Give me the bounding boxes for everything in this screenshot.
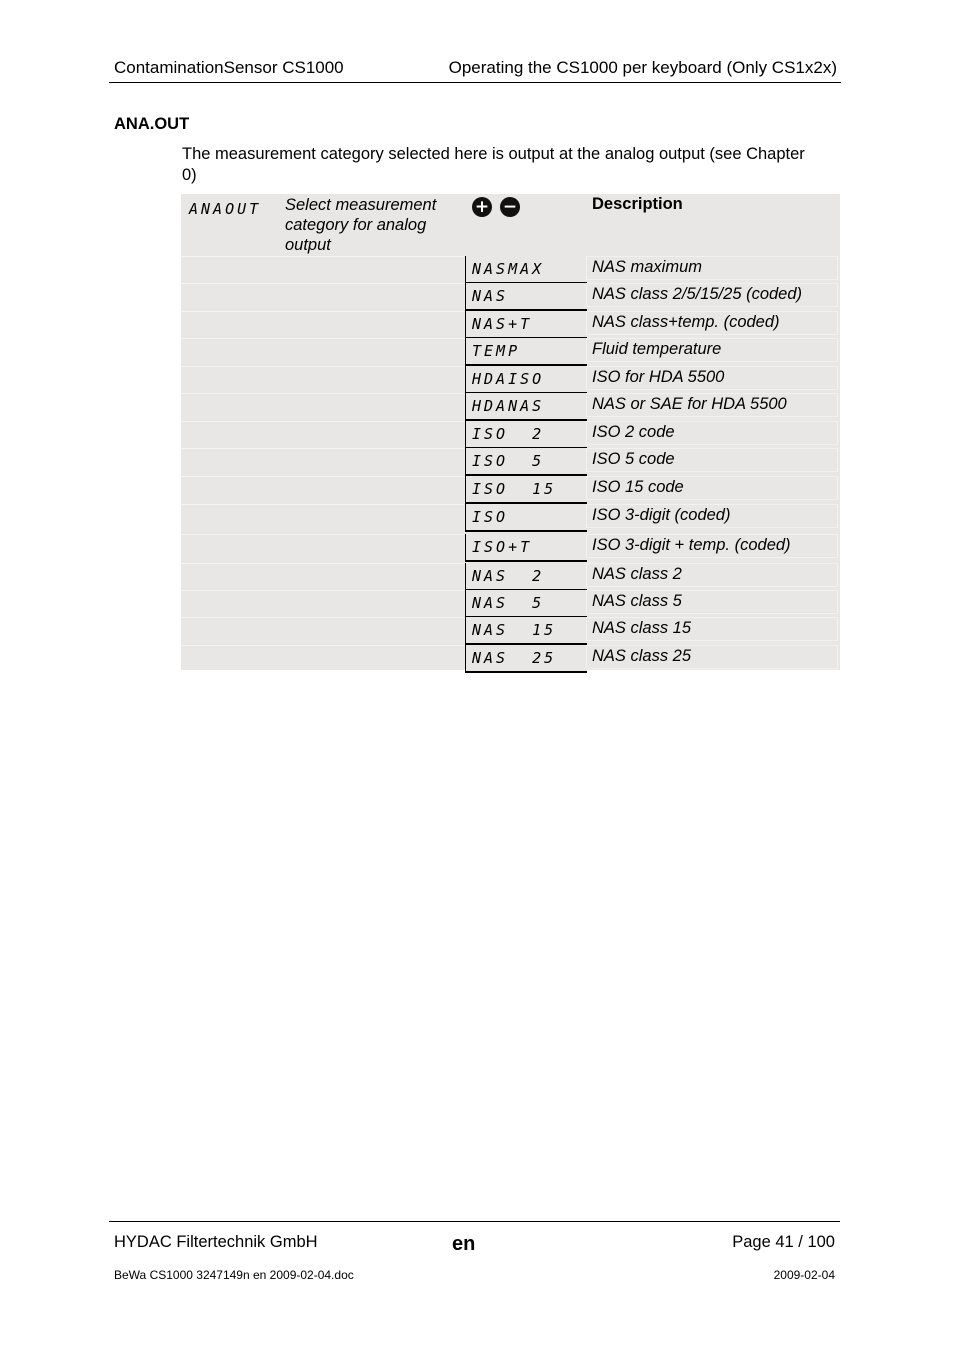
footer-page: Page 41 / 100 [732, 1233, 835, 1251]
row-separator [181, 283, 464, 284]
row-code-cell [465, 476, 587, 504]
row-separator [181, 448, 464, 449]
row-description: ISO for HDA 5500 [592, 368, 725, 386]
row-code: ISO 2 [472, 425, 545, 443]
row-description: Fluid temperature [592, 340, 722, 358]
row-description: ISO 15 code [592, 478, 684, 496]
footer-lang: en [452, 1233, 476, 1255]
row-code-cell [465, 393, 587, 421]
row-description: ISO 5 code [592, 450, 675, 468]
row-code-cell [465, 338, 587, 366]
row-description: NAS or SAE for HDA 5500 [592, 395, 787, 413]
row-separator [181, 504, 464, 505]
row-separator [181, 563, 464, 564]
row-code: NAS 15 [472, 621, 557, 639]
row-code: ISO [472, 508, 509, 526]
row-separator [181, 256, 464, 257]
row-code: HDANAS [472, 397, 545, 415]
footer-rule [109, 1221, 840, 1222]
row-separator [181, 534, 464, 535]
row-separator [181, 645, 464, 646]
row-description: ISO 3-digit (coded) [592, 506, 731, 524]
row-code: ISO 15 [472, 480, 557, 498]
row-description: NAS class 5 [592, 592, 682, 610]
row-code-cell [465, 617, 587, 645]
row-description: NAS class 25 [592, 647, 692, 665]
row-separator [181, 338, 464, 339]
row-separator [181, 590, 464, 591]
row-description: NAS class 15 [592, 619, 692, 637]
intro-text: The measurement category selected here is output at the analog output (see Chapter 0) [182, 145, 805, 184]
row-separator [181, 476, 464, 477]
row-description: NAS maximum [592, 258, 703, 276]
row-code-cell [465, 534, 587, 562]
row-code: ISO 5 [472, 452, 545, 470]
row-code: HDAISO [472, 370, 545, 388]
row-code-cell [465, 504, 587, 532]
row-description: NAS class 2/5/15/25 (coded) [592, 285, 803, 303]
row-code: NAS 2 [472, 567, 545, 585]
row-code: NAS 5 [472, 594, 545, 612]
header-rule [109, 82, 841, 83]
row-code-cell [465, 590, 587, 618]
row-code: NAS+T [472, 315, 533, 333]
row-code: ISO+T [472, 538, 533, 556]
row-code-cell [465, 311, 587, 339]
plus-icon: + [472, 197, 492, 217]
row-description: NAS class+temp. (coded) [592, 313, 780, 331]
menu-table [181, 194, 840, 670]
row-description: NAS class 2 [592, 565, 682, 583]
row-separator [181, 617, 464, 618]
row-code-cell [465, 421, 587, 449]
footer-date: 2009-02-04 [773, 1268, 835, 1282]
row-separator [181, 421, 464, 422]
row-separator [181, 393, 464, 394]
row-code-cell [465, 448, 587, 476]
row-code-cell [465, 256, 587, 284]
row-code-cell [465, 366, 587, 394]
header-right: Operating the CS1000 per keyboard (Only CS1x2x) [448, 58, 837, 77]
row-description: ISO 3-digit + temp. (coded) [592, 536, 791, 554]
row-code-cell [465, 645, 587, 673]
row-code: NAS 25 [472, 649, 557, 667]
row-code: TEMP [472, 342, 521, 360]
row-code: NASMAX [472, 260, 545, 278]
head-text: Select measurement category for analog output [285, 196, 437, 254]
header-left: ContaminationSensor CS1000 [114, 58, 344, 77]
head-code: ANAOUT [189, 200, 262, 218]
row-separator [181, 311, 464, 312]
footer-doc: BeWa CS1000 3247149n en 2009-02-04.doc [114, 1268, 354, 1282]
row-code-cell [465, 283, 587, 311]
row-separator [181, 366, 464, 367]
row-code-cell [465, 563, 587, 591]
row-code: NAS [472, 287, 509, 305]
minus-icon: − [500, 197, 520, 217]
section-title: ANA.OUT [114, 115, 190, 133]
row-description: ISO 2 code [592, 423, 675, 441]
head-description: Description [592, 195, 683, 213]
footer-company: HYDAC Filtertechnik GmbH [114, 1233, 318, 1251]
